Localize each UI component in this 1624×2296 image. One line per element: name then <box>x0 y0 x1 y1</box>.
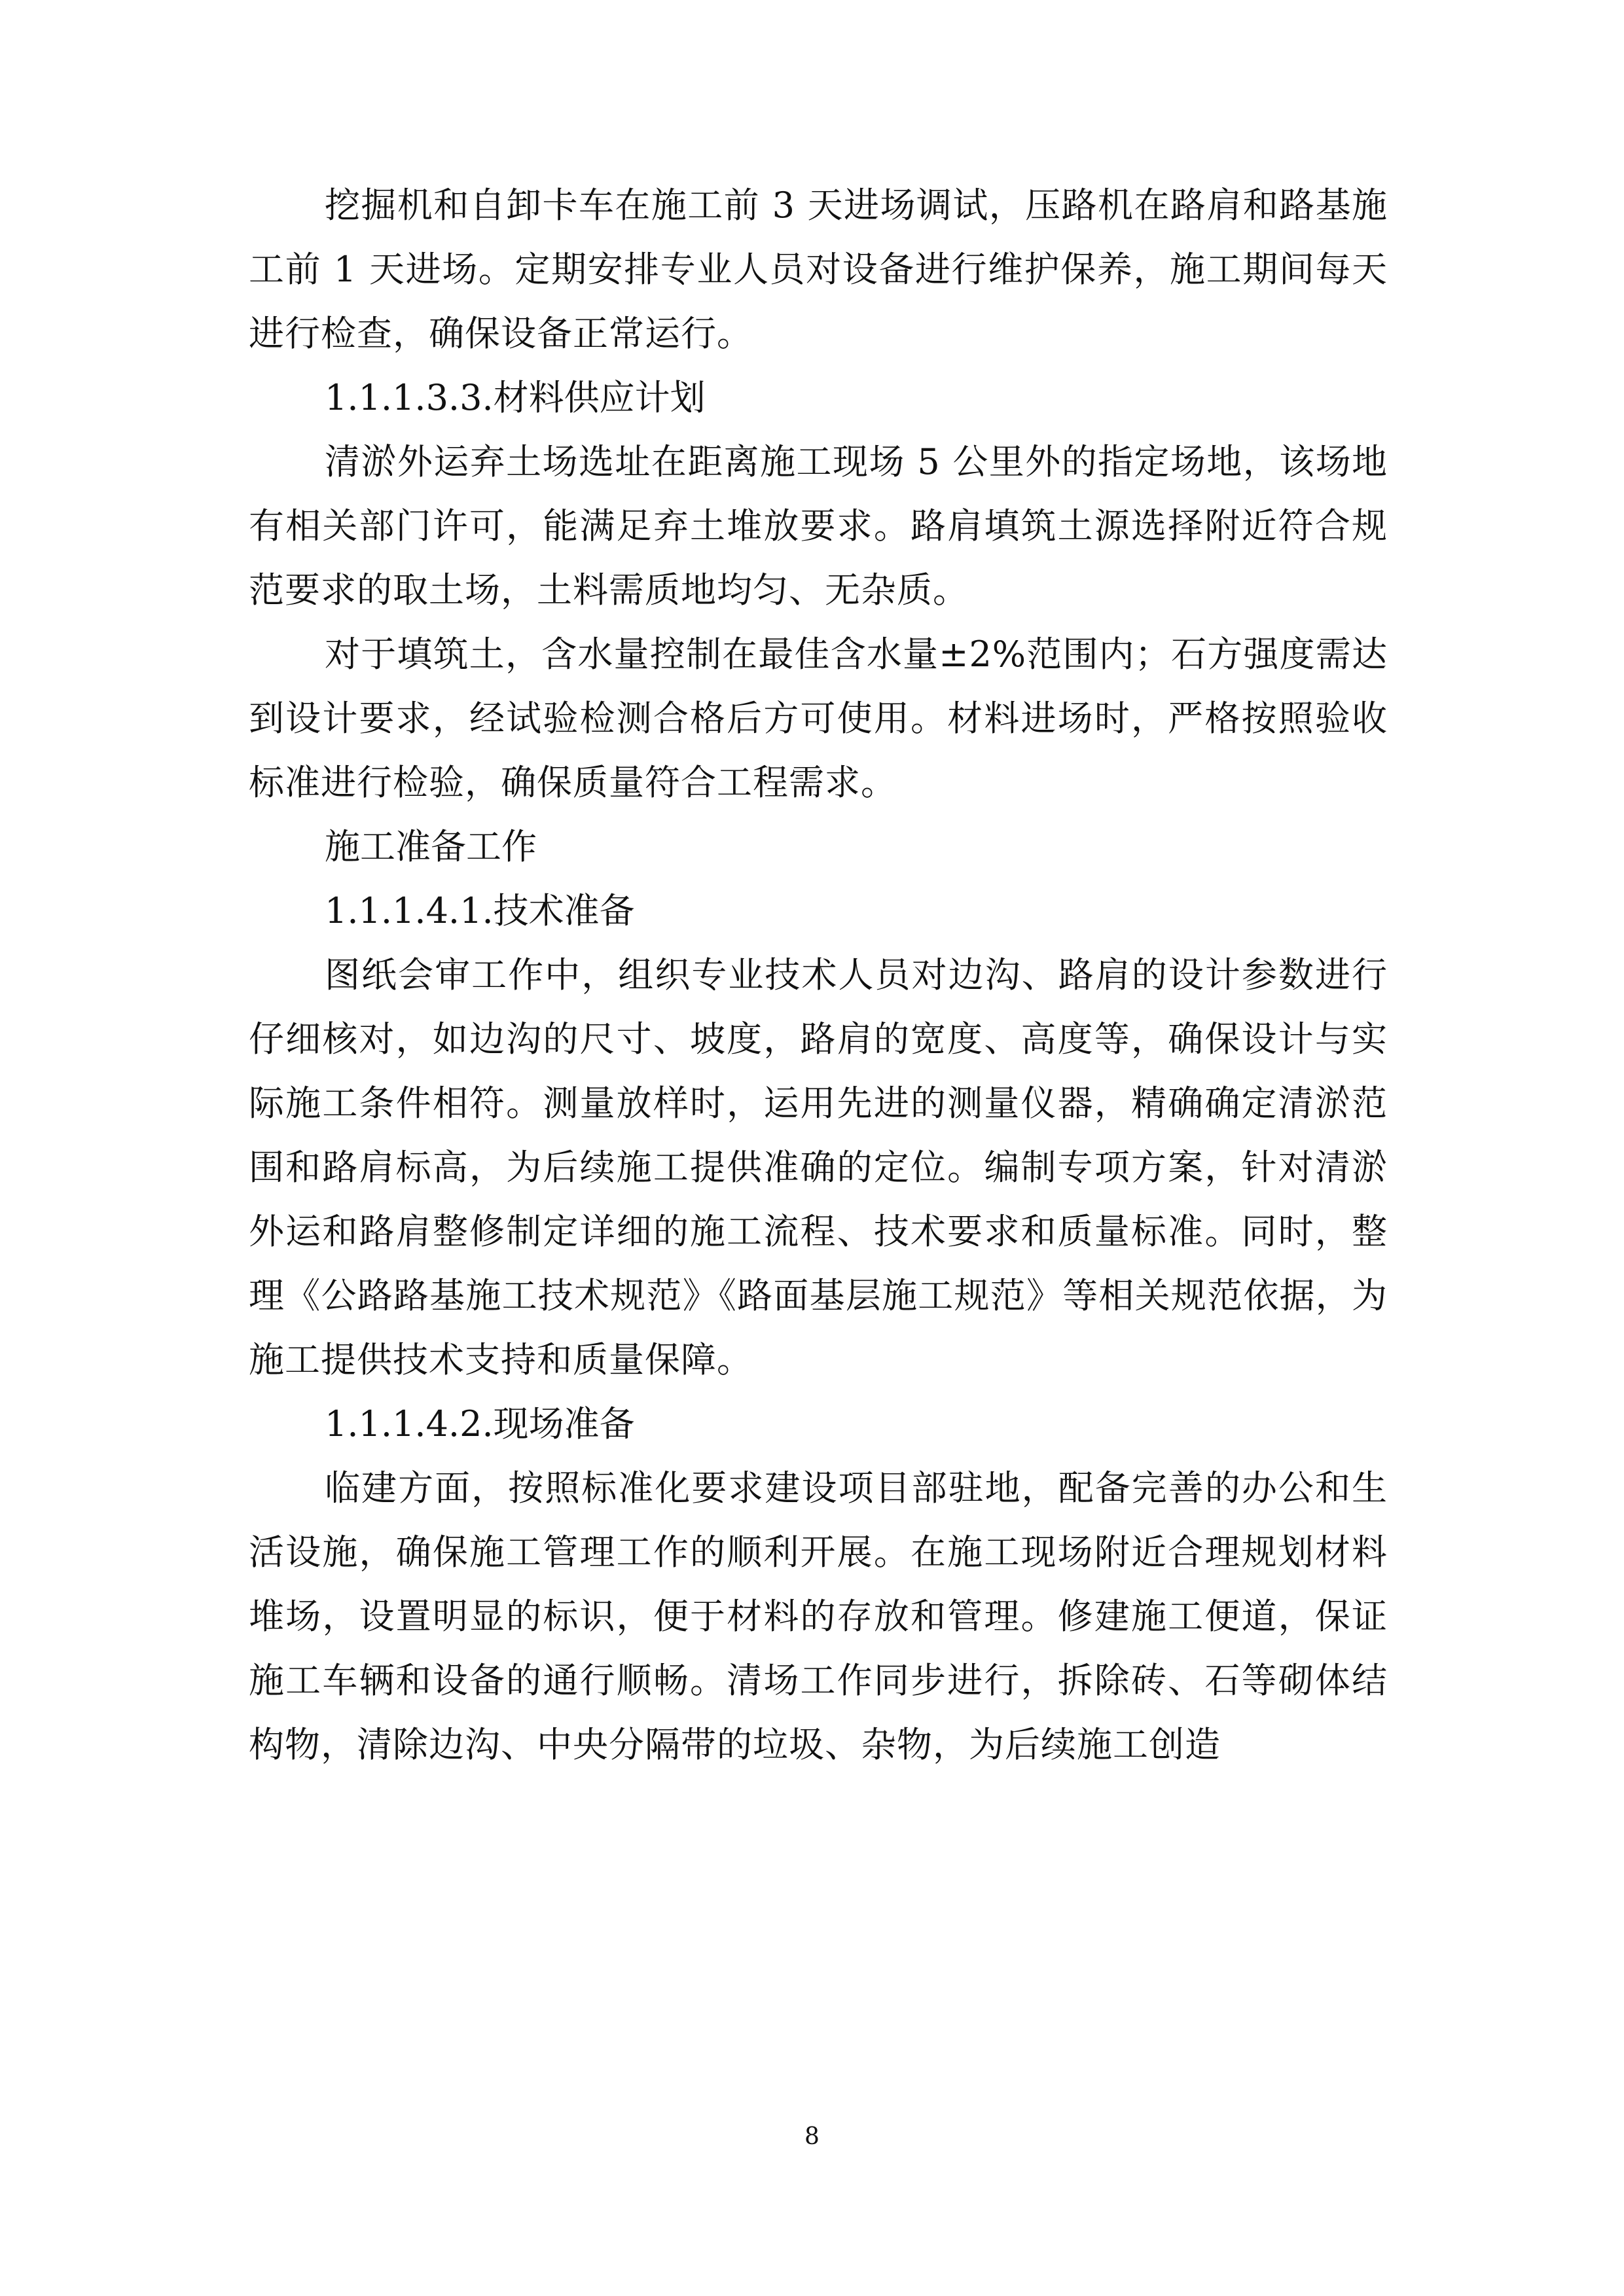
heading-material-supply-plan: 1.1.1.3.3.材料供应计划 <box>325 377 706 418</box>
paragraph-equipment-schedule: 挖掘机和自卸卡车在施工前 3 天进场调试，压路机在路肩和路基施工前 1 天进场。定期安排专业人员对设备进行维护保养，施工期间每天进行检查，确保设备正常运行。 <box>249 185 1388 354</box>
heading-construction-preparation: 施工准备工作 <box>325 826 537 867</box>
paragraph-site-preparation: 临建方面，按照标准化要求建设项目部驻地，配备完善的办公和生活设施，确保施工管理工作的顺利开展。在施工现场附近合理规划材料堆场，设置明显的标识，便于材料的存放和管理。修建施工便道，保证施工车辆和设备的通行顺畅。清场工作同步进行，拆除砖、石等砌体结构物，清除边沟、中央分隔带的垃圾、杂物，为后续施工创造 <box>249 1467 1388 1765</box>
paragraph-spoil-site: 清淤外运弃土场选址在距离施工现场 5 公里外的指定场地，该场地有相关部门许可，能满足弃土堆放要求。路肩填筑土源选择附近符合规范要求的取土场，土料需质地均匀、无杂质。 <box>249 441 1388 611</box>
heading-technical-preparation: 1.1.1.4.1.技术准备 <box>325 890 635 931</box>
heading-site-preparation: 1.1.1.4.2.现场准备 <box>325 1403 635 1444</box>
page-body <box>249 173 1388 1777</box>
page-number: 8 <box>804 2123 820 2150</box>
paragraph-fill-material: 对于填筑土，含水量控制在最佳含水量±2%范围内；石方强度需达到设计要求，经试验检测合格后方可使用。材料进场时，严格按照验收标准进行检验，确保质量符合工程需求。 <box>249 634 1388 803</box>
paragraph-technical-preparation: 图纸会审工作中，组织专业技术人员对边沟、路肩的设计参数进行仔细核对，如边沟的尺寸、坡度，路肩的宽度、高度等，确保设计与实际施工条件相符。测量放样时，运用先进的测量仪器，精确确定清淤范围和路肩标高，为后续施工提供准确的定位。编制专项方案，针对清淤外运和路肩整修制定详细的施工流程、技术要求和质量标准。同时，整理《公路路基施工技术规范》《路面基层施工规范》等相关规范依据，为施工提供技术支持和质量保障。 <box>249 954 1388 1380</box>
